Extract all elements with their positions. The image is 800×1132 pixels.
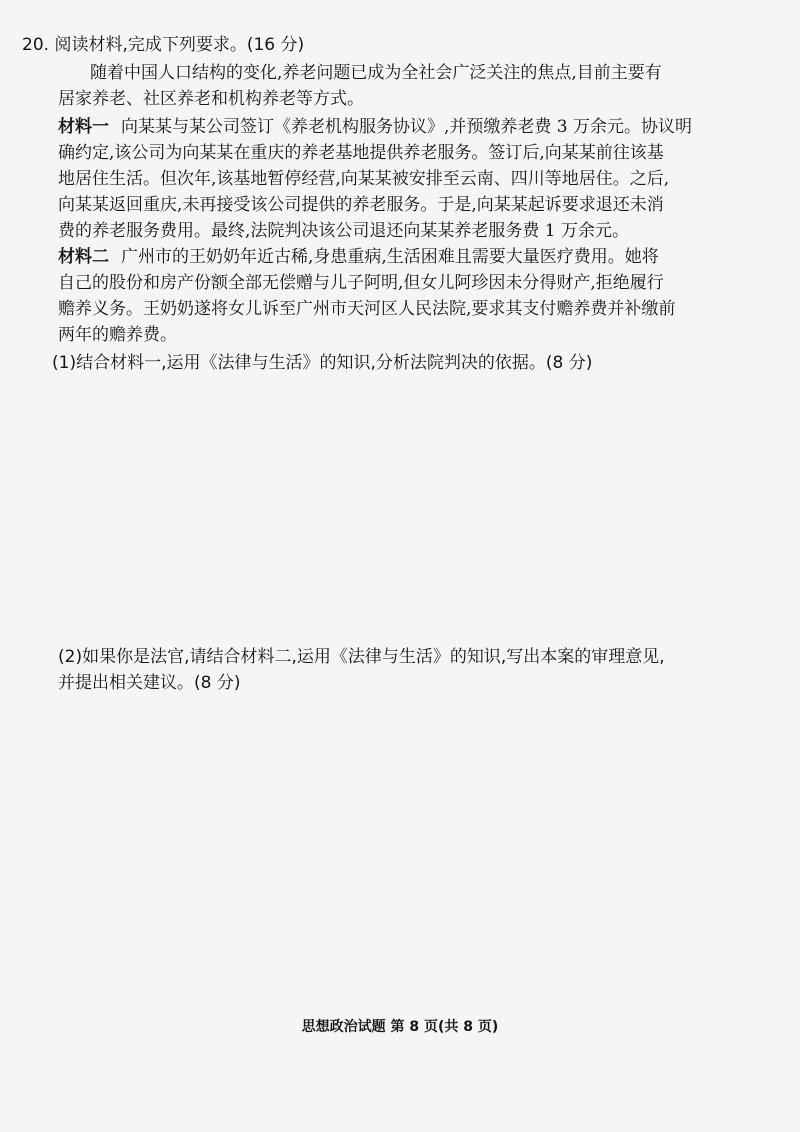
- intro-line-2: 居家养老、社区养老和机构养老等方式。: [58, 89, 364, 109]
- material2-text-1: 广州市的王奶奶年近古稀,身患重病,生活困难且需要大量医疗费用。她将: [121, 247, 659, 267]
- material2-line-1: [58, 246, 659, 268]
- material1-line-1: [58, 116, 692, 138]
- intro-line-1: 随着中国人口结构的变化,养老问题已成为全社会广泛关注的焦点,目前主要有: [90, 63, 662, 83]
- sub-question-2-line-2: 并提出相关建议。(8 分): [58, 673, 241, 693]
- material1-line-5: 费的养老服务费用。最终,法院判决该公司退还向某某养老服务费 1 万余元。: [58, 221, 630, 241]
- material1-line-4: 向某某返回重庆,未再接受该公司提供的养老服务。于是,向某某起诉要求退还未消: [58, 195, 664, 215]
- material1-text-1: 向某某与某公司签订《养老机构服务协议》,并预缴养老费 3 万余元。协议明: [121, 117, 693, 137]
- question-title: 20. 阅读材料,完成下列要求。(16 分): [22, 35, 305, 55]
- material1-line-3: 地居住生活。但次年,该基地暂停经营,向某某被安排至云南、四川等地居住。之后,: [58, 169, 670, 189]
- material2-line-2: 自己的股份和房产份额全部无偿赠与儿子阿明,但女儿阿珍因未分得财产,拒绝履行: [58, 273, 664, 293]
- material2-line-3: 赡养义务。王奶奶遂将女儿诉至广州市天河区人民法院,要求其支付赡养费并补缴前: [58, 299, 676, 319]
- answer-space-1[interactable]: [40, 384, 760, 634]
- page-footer: 思想政治试题 第 8 页(共 8 页): [301, 1019, 499, 1035]
- sub-question-1: (1)结合材料一,运用《法律与生活》的知识,分析法院判决的依据。(8 分): [52, 353, 593, 373]
- material1-line-2: 确约定,该公司为向某某在重庆的养老基地提供养老服务。签订后,向某某前往该基: [58, 143, 664, 163]
- material2-label: 材料二: [58, 247, 109, 267]
- sub-question-2-line-1: (2)如果你是法官,请结合材料二,运用《法律与生活》的知识,写出本案的审理意见,: [58, 647, 665, 667]
- answer-space-2[interactable]: [40, 704, 760, 1004]
- material2-line-4: 两年的赡养费。: [58, 325, 177, 345]
- material1-label: 材料一: [58, 117, 109, 137]
